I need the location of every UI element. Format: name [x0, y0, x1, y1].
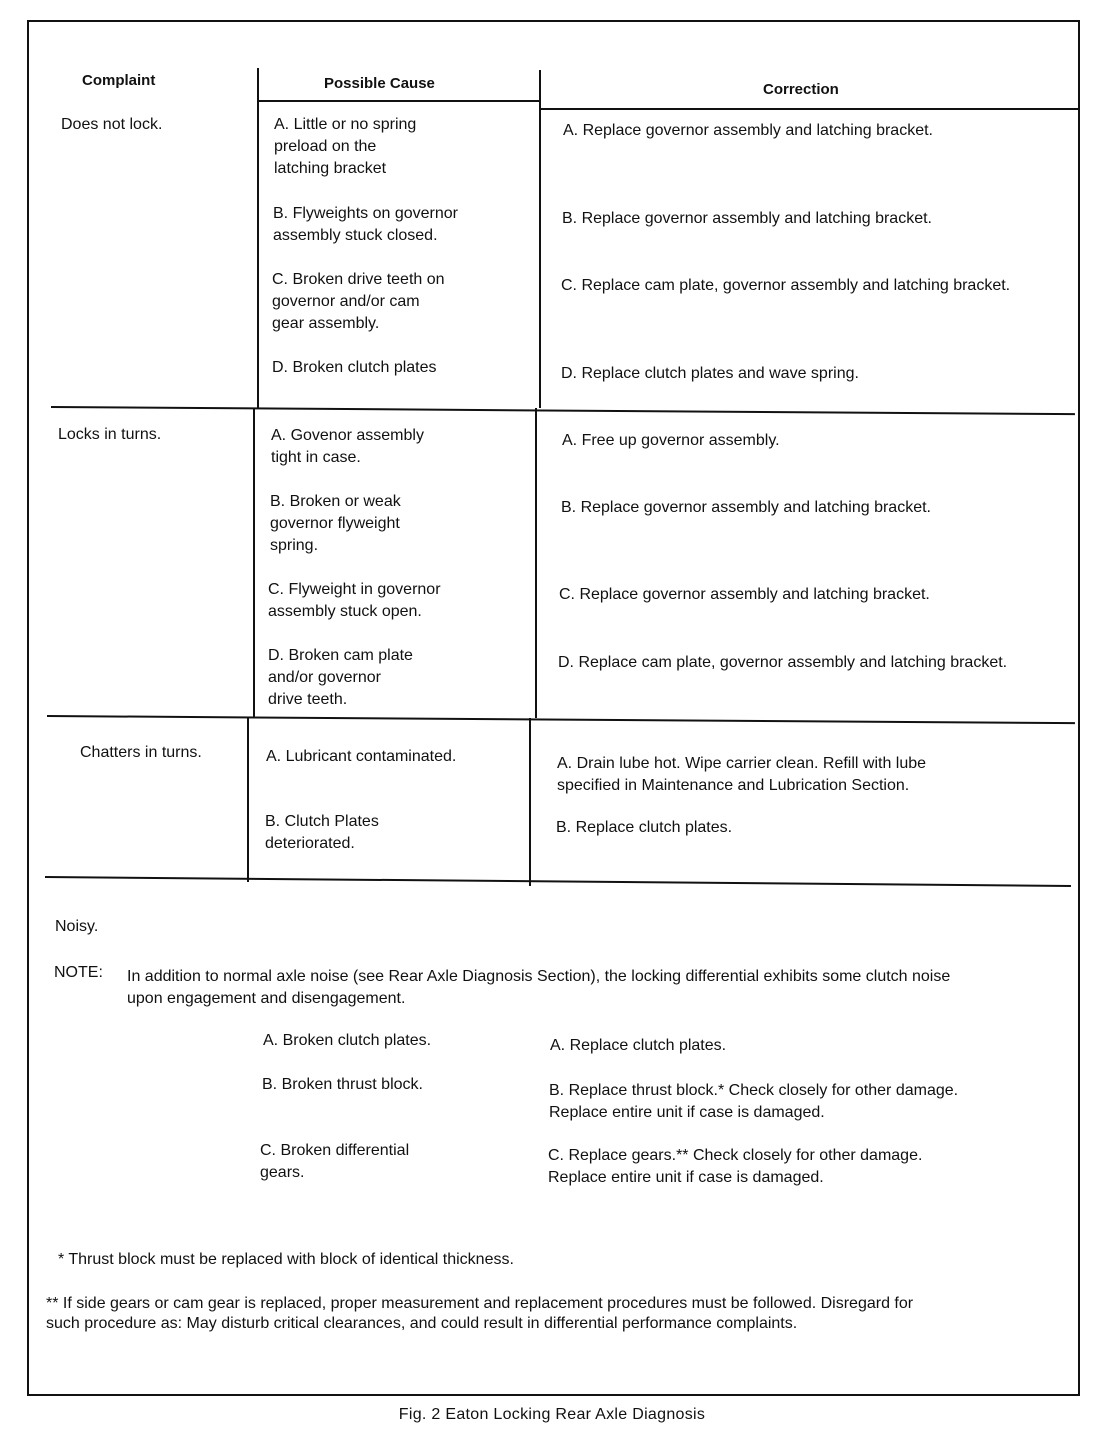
complaint-noisy: Noisy.	[55, 918, 99, 935]
noisy-cause-item: A. Broken clutch plates.	[263, 1032, 432, 1049]
cause-item: B. Clutch Plates deteriorated.	[265, 813, 379, 852]
header-rule	[258, 100, 540, 102]
column-divider-2	[535, 408, 537, 718]
cause-item: B. Broken or weak governor flyweight spring.	[270, 493, 401, 554]
cause-item: D. Broken clutch plates	[272, 359, 437, 376]
footnote-double-asterisk: ** If side gears or cam gear is replaced, proper measurement and replacement procedures must be followed. Disregard for such procedure as: May disturb critical clearances, and could result in differential performance complaints.	[46, 1295, 914, 1332]
correction-item: A. Replace governor assembly and latching bracket.	[563, 122, 933, 139]
column-divider-1	[257, 68, 259, 408]
header-correction: Correction	[763, 81, 839, 98]
figure-caption: Fig. 2 Eaton Locking Rear Axle Diagnosis	[398, 1406, 706, 1423]
noisy-correction-item: B. Replace thrust block.* Check closely for other damage. Replace entire unit if case is damaged.	[549, 1082, 959, 1121]
correction-item: A. Free up governor assembly.	[562, 432, 780, 449]
header-rule	[540, 108, 1078, 110]
correction-item: C. Replace governor assembly and latching bracket.	[559, 586, 930, 603]
correction-item: D. Replace cam plate, governor assembly and latching bracket.	[558, 654, 1008, 671]
header-complaint: Complaint	[82, 72, 156, 89]
complaint-does-not-lock: Does not lock.	[61, 116, 163, 133]
cause-item: A. Govenor assembly tight in case.	[271, 427, 424, 466]
column-divider-1	[253, 408, 255, 718]
column-divider-2	[529, 718, 531, 886]
complaint-locks-in-turns: Locks in turns.	[58, 426, 162, 443]
cause-item: B. Flyweights on governor assembly stuck closed.	[273, 205, 458, 244]
correction-item: A. Drain lube hot. Wipe carrier clean. Refill with lube specified in Maintenance and Lubrication Section.	[557, 755, 927, 794]
column-divider-2	[539, 70, 541, 408]
correction-item: D. Replace clutch plates and wave spring.	[561, 365, 859, 382]
correction-item: B. Replace governor assembly and latching bracket.	[561, 499, 931, 516]
cause-item: A. Lubricant contaminated.	[266, 748, 457, 765]
cause-item: C. Broken drive teeth on governor and/or cam gear assembly.	[272, 271, 445, 332]
column-divider-1	[247, 718, 249, 882]
note-label: NOTE:	[54, 964, 103, 981]
cause-item: A. Little or no spring preload on the latching bracket	[274, 116, 417, 177]
noisy-correction-item: A. Replace clutch plates.	[550, 1037, 727, 1054]
cause-item: D. Broken cam plate and/or governor drive teeth.	[268, 647, 413, 708]
complaint-chatters-in-turns: Chatters in turns.	[80, 744, 202, 761]
header-possible-cause: Possible Cause	[324, 75, 435, 92]
noisy-cause-item: B. Broken thrust block.	[262, 1076, 423, 1093]
noisy-cause-item: C. Broken differential gears.	[260, 1142, 410, 1181]
note-text: In addition to normal axle noise (see Rear Axle Diagnosis Section), the locking differential exhibits some clutch noise upon engagement and disengagement.	[127, 968, 951, 1007]
noisy-correction-item: C. Replace gears.** Check closely for other damage. Replace entire unit if case is damaged.	[548, 1147, 923, 1186]
correction-item: C. Replace cam plate, governor assembly and latching bracket.	[561, 277, 1011, 294]
correction-item: B. Replace clutch plates.	[556, 819, 733, 836]
cause-item: C. Flyweight in governor assembly stuck open.	[268, 581, 441, 620]
correction-item: B. Replace governor assembly and latching bracket.	[562, 210, 932, 227]
footnote-single-asterisk: * Thrust block must be replaced with block of identical thickness.	[58, 1251, 514, 1268]
